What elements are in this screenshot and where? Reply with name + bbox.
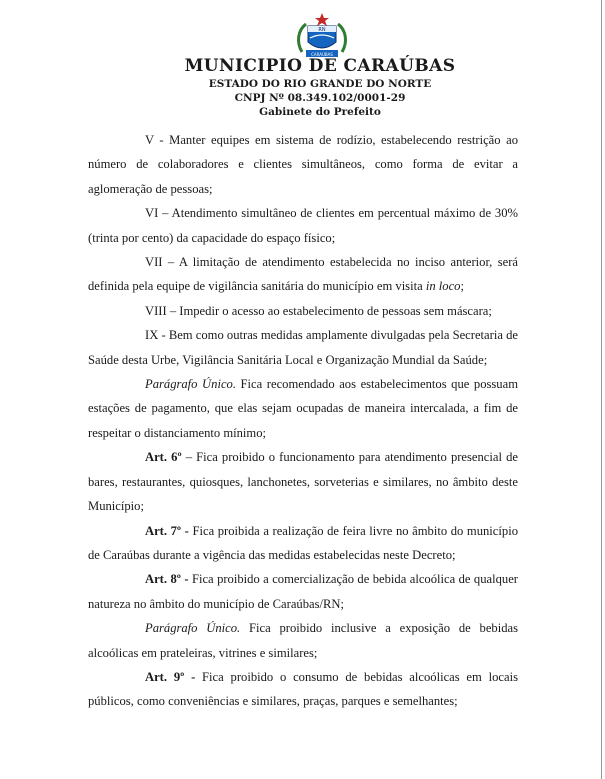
paragraph-text: Fica proibida a realização de feira livre no âmbito do município de Caraúbas durante a vigência das medidas estabelecidas neste Decreto; bbox=[88, 523, 518, 562]
paragraph bbox=[88, 201, 518, 250]
paragraph-label: Parágrafo Único. bbox=[145, 377, 236, 392]
paragraph-label: Parágrafo Único. bbox=[145, 621, 241, 636]
decree-body bbox=[88, 128, 518, 714]
crest-motto: CARAÚBAS bbox=[311, 52, 333, 57]
crest-text: RN bbox=[318, 27, 326, 33]
paragraph bbox=[88, 519, 518, 568]
paragraph-text: – Fica proibido o funcionamento para atendimento presencial de bares, restaurantes, quiosques, lanchonetes, sorveterias e similares, no âmbito deste Município; bbox=[88, 450, 518, 514]
article-number: Art. 6º bbox=[145, 450, 182, 465]
cnpj-line: CNPJ Nº 08.349.102/0001-29 bbox=[234, 92, 406, 104]
paragraph-text: IX - Bem como outras medidas amplamente divulgadas pela Secretaria de Saúde desta Urbe, Vigilância Sanitária Local e Organização Mundial da Saúde; bbox=[88, 328, 518, 367]
paragraph bbox=[88, 299, 518, 323]
paragraph-text: VII – A limitação de atendimento estabelecida no inciso anterior, será definida pela equipe de vigilância sanitária do município em visita bbox=[88, 255, 518, 294]
paragraph-text: Fica proibido a comercialização de bebida alcoólica de qualquer natureza no âmbito do município de Caraúbas/RN; bbox=[88, 572, 518, 611]
paragraph-text: Fica recomendado aos estabelecimentos que possuam estações de pagamento, que elas sejam ocupadas de maneira intercalada, a fim de respeitar o distanciamento mínimo; bbox=[88, 377, 518, 440]
article-number: Art. 9º - bbox=[145, 669, 196, 684]
paragraph-text: VIII – Impedir o acesso ao estabelecimento de pessoas sem máscara; bbox=[145, 303, 492, 318]
paragraph bbox=[88, 567, 518, 616]
paragraph bbox=[88, 445, 518, 518]
paragraph-tail: ; bbox=[460, 279, 464, 294]
paragraph-text: V - Manter equipes em sistema de rodízio, estabelecendo restrição ao número de colaboradores e clientes simultâneos, como forma de evitar a aglomeração de pessoas; bbox=[88, 133, 518, 196]
coat-of-arms-icon bbox=[292, 12, 352, 60]
article-number: Art. 8º - bbox=[145, 572, 189, 587]
municipality-title: MUNICIPIO DE CARAÚBAS bbox=[184, 56, 456, 76]
paragraph bbox=[88, 250, 518, 299]
paragraph-text: Fica proibido inclusive a exposição de bebidas alcoólicas em prateleiras, vitrines e similares; bbox=[88, 621, 518, 660]
paragraph bbox=[88, 323, 518, 372]
paragraph bbox=[88, 665, 518, 714]
paragraph bbox=[88, 616, 518, 665]
state-line: ESTADO DO RIO GRANDE DO NORTE bbox=[208, 78, 432, 90]
paragraph-text: VI – Atendimento simultâneo de clientes em percentual máximo de 30% (trinta por cento) da capacidade do espaço físico; bbox=[88, 206, 518, 245]
paragraph-text: Fica proibido o consumo de bebidas alcoólicas em locais públicos, como conveniências e similares, praças, parques e semelhantes; bbox=[88, 669, 518, 709]
paragraph bbox=[88, 128, 518, 201]
paragraph bbox=[88, 372, 518, 445]
article-number: Art. 7º - bbox=[145, 523, 189, 538]
office-line: Gabinete do Prefeito bbox=[259, 106, 381, 118]
paragraph-italic: in loco bbox=[425, 279, 461, 294]
